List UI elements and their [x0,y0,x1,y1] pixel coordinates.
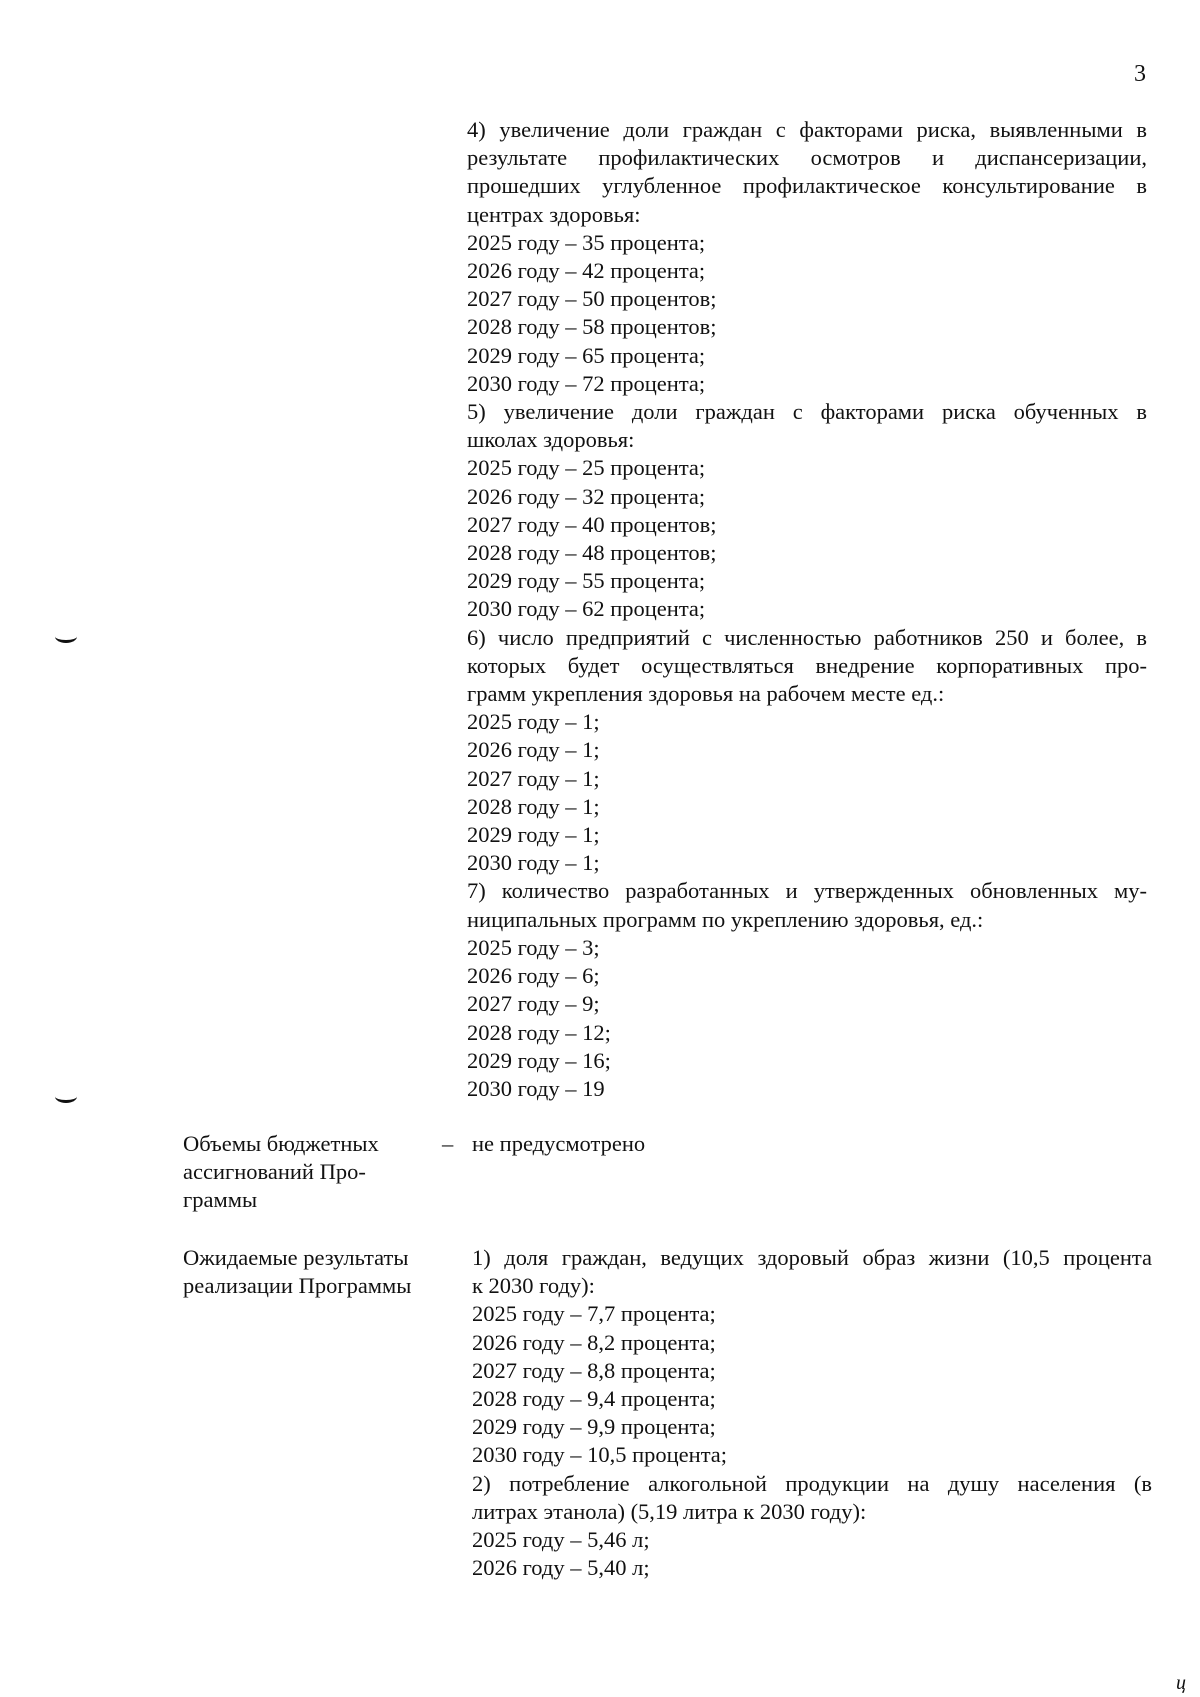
target-line: 2030 году – 19 [467,1075,605,1101]
target-line: 2029 году – 55 процента; [467,568,706,594]
target-line: 2027 году – 9; [467,991,600,1017]
target-line: 2028 году – 1; [467,793,600,819]
target-line: 2027 году – 1; [467,765,600,791]
budget-label-line: граммы [183,1187,258,1213]
target-line: 2026 году – 42 процента; [467,258,706,284]
results-value-block [472,1244,1152,1582]
budget-label-line: Объемы бюджетных [183,1131,379,1156]
budget-dash: – [442,1131,454,1156]
target-line: 2026 году – 32 процента; [467,483,706,509]
target-line: которых будет осуществляться внедрение корпоративных про- [467,652,1147,678]
target-line: 2029 году – 65 процента; [467,342,706,368]
target-line: 2030 году – 62 процента; [467,596,706,622]
budget-label [183,1130,443,1215]
target-line: 2026 году – 1; [467,737,600,763]
results-label [183,1244,443,1300]
budget-value: не предусмотрено [472,1131,646,1156]
target-line: 2027 году – 40 процентов; [467,511,717,537]
target-line: 2025 году – 1; [467,709,600,735]
result-line: 2026 году – 8,2 процента; [472,1329,716,1355]
target-line: прошедших углубленное профилактическое консультирование в [467,173,1147,199]
result-line: 2025 году – 5,46 л; [472,1527,650,1553]
target-line: грамм укрепления здоровья на рабочем месте ед.: [467,681,945,707]
target-line: 6) число предприятий с численностью работников 250 и более, в [467,624,1147,650]
result-line: 2030 году – 10,5 процента; [472,1442,728,1468]
target-line: 2026 году – 6; [467,963,600,989]
result-line: к 2030 году): [472,1273,595,1299]
result-line: 2029 году – 9,9 процента; [472,1414,716,1440]
target-line: 2028 году – 48 процентов; [467,540,717,566]
target-line: 2028 году – 12; [467,1019,611,1045]
target-line: 2025 году – 25 процента; [467,455,706,481]
results-label-line: Ожидаемые результаты [183,1245,409,1270]
target-line: 2025 году – 3; [467,934,600,960]
result-line: 2025 году – 7,7 процента; [472,1301,716,1327]
target-line: 2028 году – 58 процентов; [467,314,717,340]
corner-mark: ц [1176,1672,1186,1694]
binding-mark [55,1090,77,1103]
target-line: 4) увеличение доли граждан с факторами риска, выявленными в [467,117,1147,142]
target-line: результате профилактических осмотров и диспансеризации, [467,145,1147,171]
page-number: 3 [1134,61,1146,87]
target-line: 5) увеличение доли граждан с факторами риска обученных в [467,399,1147,425]
budget-label-line: ассигнований Про- [183,1159,366,1185]
target-line: 2027 году – 50 процентов; [467,286,717,312]
target-line: школах здоровья: [467,427,635,453]
target-line: 7) количество разработанных и утвержденных обновленных му- [467,878,1147,904]
result-line: 2027 году – 8,8 процента; [472,1357,716,1383]
result-line: 2) потребление алкогольной продукции на душу населения (в [472,1470,1152,1496]
target-line: центрах здоровья: [467,201,641,227]
target-line: 2029 году – 16; [467,1047,611,1073]
result-line: 1) доля граждан, ведущих здоровый образ жизни (10,5 процента [472,1245,1152,1270]
results-label-line: реализации Программы [183,1273,412,1299]
target-line: 2030 году – 1; [467,850,600,876]
target-line: 2025 году – 35 процента; [467,229,706,255]
target-line: 2030 году – 72 процента; [467,370,706,396]
result-line: 2026 году – 5,40 л; [472,1555,650,1581]
result-line: литрах этанола) (5,19 литра к 2030 году): [472,1498,867,1524]
target-line: 2029 году – 1; [467,822,600,848]
binding-mark [55,630,77,643]
targets-text-block [467,116,1147,1103]
target-line: ниципальных программ по укреплению здоровья, ед.: [467,906,984,932]
result-line: 2028 году – 9,4 процента; [472,1386,716,1412]
